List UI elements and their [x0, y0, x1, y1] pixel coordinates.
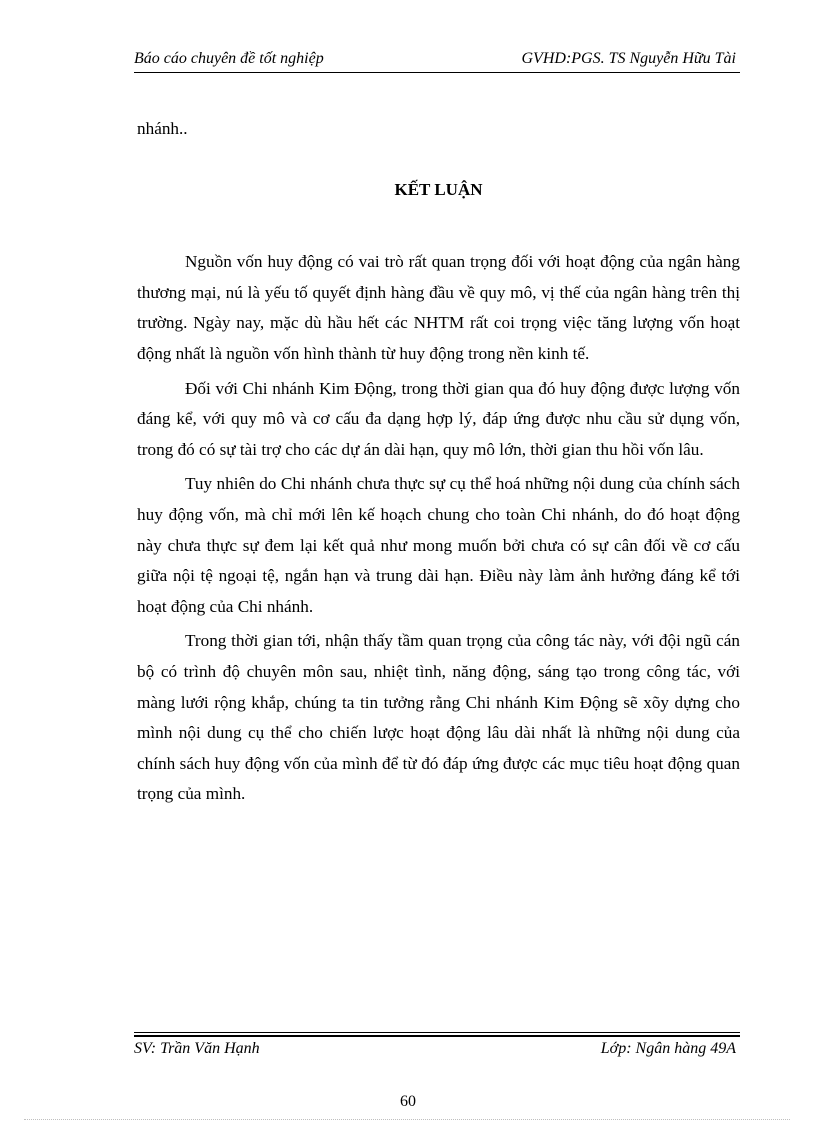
page-bottom-border	[24, 1119, 790, 1120]
header-supervisor: GVHD:PGS. TS Nguyễn Hữu Tài	[521, 50, 736, 67]
paragraph-1: Nguồn vốn huy động có vai trò rất quan trọng đối với hoạt động của ngân hàng thương mại, nú là yếu tố quyết định hàng đầu về quy mô, vị thế của ngân hàng trên thị trường. Ngày nay, mặc dù hầu hết các NHTM rất coi trọng việc tăng lượng vốn hoạt động nhất là nguồn vốn hình thành từ huy động trong nền kinh tế.	[137, 252, 740, 363]
section-title: KẾT LUẬN	[394, 179, 483, 199]
page-number: 60	[400, 1093, 416, 1110]
header-divider	[134, 72, 740, 73]
page-header	[134, 48, 740, 72]
footer-divider-thin	[134, 1032, 740, 1033]
document-body	[137, 114, 740, 814]
continuation-text: nhánh..	[137, 119, 188, 138]
paragraph-4: Trong thời gian tới, nhận thấy tầm quan trọng của công tác này, với đội ngũ cán bộ có trình độ chuyên môn sau, nhiệt tình, năng động, sáng tạo trong công tác, với màng lưới rộng khắp, chúng ta tin tưởng rằng Chi nhánh Kim Động sẽ xõy dựng cho mình nội dung cụ thể cho chiến lược hoạt động lâu dài nhất là những nội dung của chính sách huy động vốn của mình để từ đó đáp ứng được các mục tiêu hoạt động quan trọng của mình.	[137, 631, 740, 804]
footer-class: Lớp: Ngân hàng 49A	[600, 1040, 736, 1057]
header-report-title: Báo cáo chuyên đề tốt nghiệp	[134, 50, 324, 67]
paragraph-2: Đối với Chi nhánh Kim Động, trong thời gian qua đó huy động được lượng vốn đáng kể, với quy mô và cơ cấu đa dạng hợp lý, đáp ứng được nhu cầu sử dụng vốn, trong đó có sự tài trợ cho các dự án dài hạn, quy mô lớn, thời gian thu hồi vốn lâu.	[137, 378, 740, 459]
paragraph-3: Tuy nhiên do Chi nhánh chưa thực sự cụ thể hoá những nội dung của chính sách huy động vốn, mà chỉ mới lên kế hoạch chung cho toàn Chi nhánh, do đó hoạt động này chưa thực sự đem lại kết quả như mong muốn bởi chưa có sự cân đối về cơ cấu giữa nội tệ ngoại tệ, ngắn hạn và trung dài hạn. Điều này làm ảnh hưởng đáng kể tới hoạt động của Chi nhánh.	[137, 474, 740, 616]
footer-student: SV: Trần Văn Hạnh	[134, 1040, 260, 1057]
footer-divider-thick	[134, 1035, 740, 1037]
